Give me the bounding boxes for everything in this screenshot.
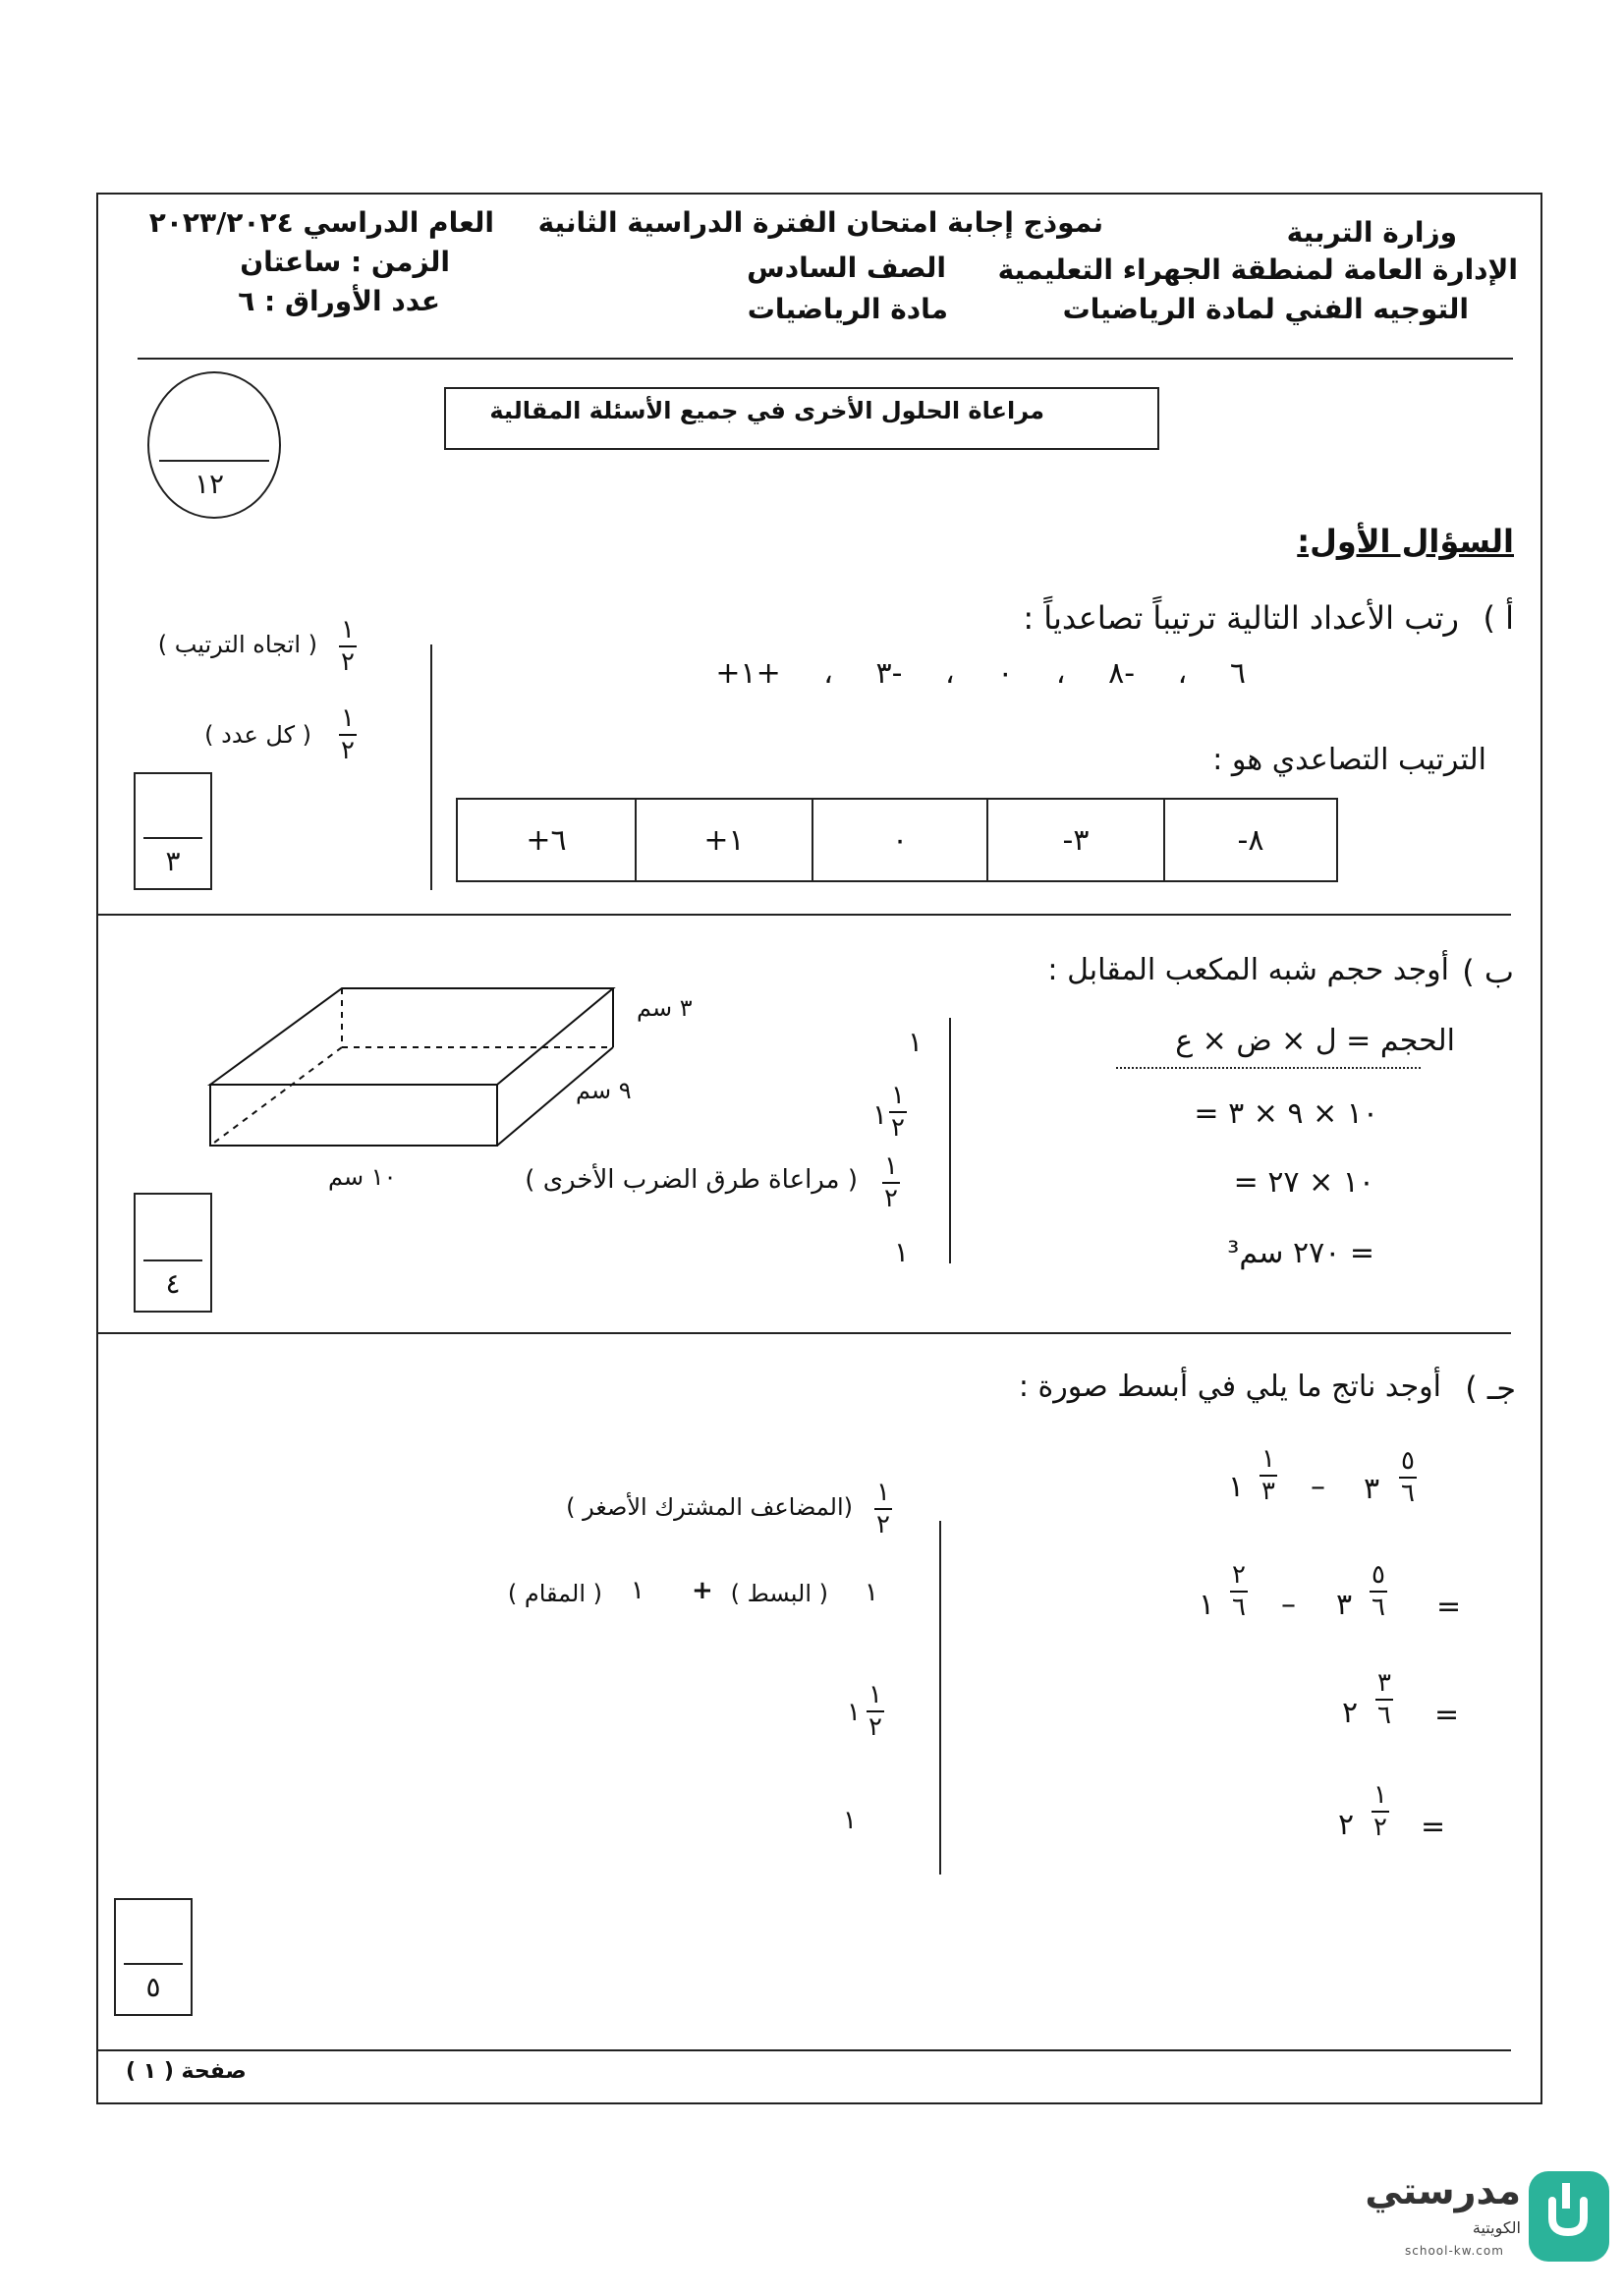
mark-note: (المضاعف المشترك الأصغر ) [566, 1493, 853, 1521]
separator: ، [1177, 656, 1188, 691]
watermark-sub: الكويتية [1472, 2218, 1521, 2237]
ministry: وزارة التربية [1286, 216, 1457, 249]
footer-divider [98, 2049, 1511, 2051]
mark-fraction: ١ ٢ [889, 1083, 907, 1143]
note-banner-text: مراعاة الحلول الأخرى في جميع الأسئلة المقالية [489, 397, 1044, 424]
volume-step: = ٢٧٠ سم³ [1227, 1236, 1374, 1270]
expr-fraction: ٥ ٦ [1399, 1448, 1417, 1508]
total-score-line [159, 460, 269, 462]
mark-fraction: ١ ٢ [874, 1480, 892, 1539]
mark-fraction: ١ ٢ [867, 1682, 884, 1742]
mark-note: ( كل عدد ) [204, 721, 311, 749]
cuboid-hidden-edge [210, 1047, 342, 1146]
step-whole: ٢ [1342, 1696, 1359, 1730]
answer-cell: +١ [635, 800, 812, 880]
mark-value: ١ [847, 1698, 861, 1727]
separator: ، [945, 656, 955, 691]
total-score: ١٢ [195, 468, 225, 500]
dim-length: ١٠ سم [328, 1163, 397, 1191]
watermark-logo [1365, 2157, 1619, 2275]
duration: الزمن : ساعتان [240, 246, 450, 278]
expr-operator: – [1311, 1470, 1325, 1504]
part-a-numbers [715, 656, 1246, 691]
mark-value: ١ [631, 1576, 644, 1605]
section-divider-b [98, 1332, 1511, 1334]
question-title: السؤال الأول: [1297, 523, 1514, 560]
step-fraction: ٥ ٦ [1370, 1562, 1387, 1622]
expr-whole: ٣ [1364, 1472, 1380, 1506]
step-whole: ٣ [1336, 1588, 1353, 1622]
mark-note: ( اتجاه الترتيب ) [157, 631, 317, 658]
mark-note: ( المقام ) [507, 1580, 602, 1607]
step-fraction: ٣ ٦ [1375, 1670, 1393, 1730]
part-b-prompt: أوجد حجم شبه المكعب المقابل : [1047, 953, 1449, 987]
cuboid-figure [196, 973, 639, 1169]
number-item: ٠ [997, 656, 1014, 691]
expr-whole: ١ [1228, 1470, 1245, 1504]
mark-fraction: ١ ٢ [882, 1153, 900, 1213]
part-a-prompt: رتب الأعداد التالية ترتيباً تصاعدياً : [1023, 599, 1459, 637]
mark-note: ( مراعاة طرق الضرب الأخرى ) [525, 1165, 858, 1195]
mark-fraction: ١ ٢ [339, 617, 357, 677]
separator: ، [823, 656, 833, 691]
cuboid-front-face [210, 1085, 497, 1146]
volume-formula: الحجم = ل × ض × ع [1175, 1024, 1455, 1058]
mark-fraction: ١ ٢ [339, 705, 357, 765]
part-b-divider [949, 1018, 951, 1263]
number-item: +٦ [715, 656, 1246, 691]
part-c-label: جـ ) [1465, 1370, 1516, 1407]
mark-value: ١ [894, 1236, 910, 1268]
part-c-prompt: أوجد ناتج ما يلي في أبسط صورة : [1018, 1370, 1441, 1404]
score-value: ٤ [165, 1267, 181, 1300]
watermark-site: school-kw.com [1405, 2244, 1504, 2258]
mark-note: ( البسط ) [730, 1580, 828, 1607]
part-a-divider [430, 644, 432, 890]
answer-cell: -٨ [1163, 800, 1336, 880]
directorate: الإدارة العامة لمنطقة الجهراء التعليمية [997, 253, 1518, 286]
cuboid-top-face [210, 988, 613, 1085]
subject: مادة الرياضيات [747, 293, 948, 325]
dim-height: ٣ سم [637, 994, 693, 1022]
formula-dotted-line [1116, 1067, 1421, 1069]
answer-table [456, 798, 1338, 882]
score-value: ٣ [165, 845, 181, 877]
grade: الصف السادس [747, 252, 946, 284]
header-divider [138, 358, 1513, 360]
pages-count: عدد الأوراق : ٦ [238, 285, 440, 317]
step-whole: ٢ [1338, 1808, 1355, 1842]
page-number: صفحة ( ١ ) [126, 2059, 247, 2084]
exam-title: نموذج إجابة امتحان الفترة الدراسية الثانية [537, 206, 1103, 239]
mark-value: ١ [843, 1806, 857, 1835]
plus-sign: + [692, 1576, 713, 1605]
watermark-brand: مدرستي [1365, 2169, 1521, 2212]
number-item: +١ [740, 656, 781, 691]
answer-cell: +٦ [526, 822, 567, 858]
answer-label: الترتيب التصاعدي هو : [1212, 743, 1486, 777]
score-box-a [134, 772, 212, 890]
part-c-divider [939, 1521, 941, 1875]
school-year: العام الدراسي ٢٠٢٣/٢٠٢٤ [148, 206, 494, 239]
equals-sign: = [1421, 1810, 1446, 1844]
score-box-b [134, 1193, 212, 1313]
expr-fraction: ١ ٣ [1260, 1446, 1277, 1506]
step-fraction: ٢ ٦ [1230, 1562, 1248, 1622]
mark-value: ١ [908, 1026, 924, 1058]
answer-cell: ٠ [812, 800, 986, 880]
equals-sign: = [1434, 1698, 1460, 1732]
dim-width: ٩ سم [576, 1077, 632, 1104]
separator: ، [1055, 656, 1066, 691]
volume-step: = ١٠ × ٩ × ٣ [1194, 1096, 1378, 1131]
number-item: -٣ [875, 656, 903, 691]
mark-value: ١ [865, 1578, 878, 1607]
step-whole: ١ [1199, 1588, 1215, 1622]
answer-cell: -٣ [986, 800, 1163, 880]
section-divider-a [98, 914, 1511, 916]
score-value: ٥ [145, 1971, 161, 2003]
equals-sign: = [1436, 1590, 1462, 1624]
step-operator: – [1281, 1588, 1296, 1622]
mark-value: ١ [872, 1098, 888, 1131]
score-box-c [114, 1898, 193, 2016]
part-a-label: أ ) [1483, 599, 1514, 637]
supervision: التوجيه الفني لمادة الرياضيات [1062, 293, 1469, 325]
part-b-label: ب ) [1462, 953, 1514, 990]
step-fraction: ١ ٢ [1372, 1782, 1389, 1842]
watermark-icon [1529, 2171, 1609, 2262]
volume-step: = ١٠ × ٢٧ [1233, 1165, 1374, 1200]
number-item: -٨ [1108, 656, 1136, 691]
